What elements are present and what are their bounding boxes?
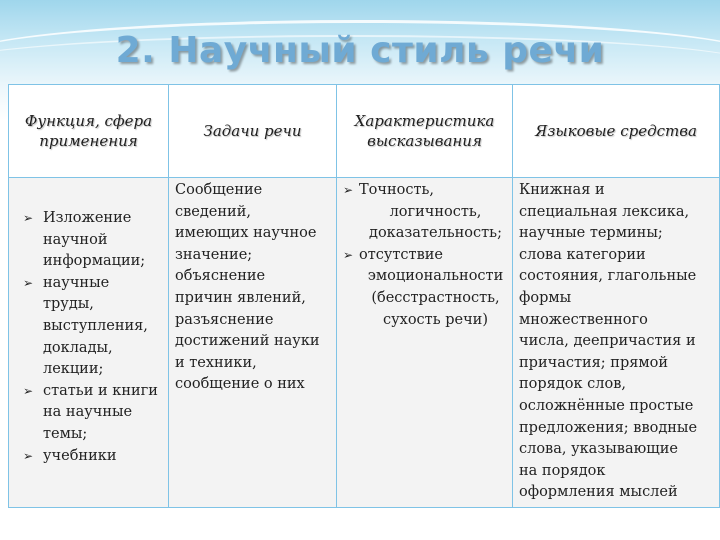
list-line: выступления,	[43, 317, 148, 334]
text-line: сообщение о них	[175, 376, 305, 393]
list-item	[23, 446, 168, 468]
header-tasks: Задачи речи	[169, 85, 337, 178]
text-line: и техники,	[175, 354, 257, 371]
tasks-cell	[169, 178, 337, 508]
list-line: труды,	[43, 296, 94, 313]
text-line: предложения; вводные	[519, 419, 698, 436]
text-line: Книжная и	[519, 182, 605, 198]
text-line: оформления мыслей	[519, 484, 678, 501]
text-line: порядок слов,	[519, 376, 626, 393]
text-line: значение;	[175, 246, 253, 263]
list-line: на научные	[43, 404, 133, 421]
text-line: числа, деепричастия и	[519, 333, 696, 350]
list-item	[23, 208, 168, 273]
list-line: лекции;	[43, 361, 104, 378]
list-line: научные	[43, 274, 110, 291]
table-row	[9, 178, 720, 508]
list-item	[23, 381, 168, 446]
list-line: Точность,	[359, 182, 435, 198]
header-characteristics: Характеристика высказывания	[337, 85, 513, 178]
characteristics-cell	[337, 178, 513, 508]
text-line: специальная лексика,	[519, 203, 690, 220]
text-line: научные термины;	[519, 225, 663, 242]
text-line: множественного	[519, 311, 648, 328]
list-item	[23, 273, 168, 381]
text-line: разъяснение	[175, 311, 274, 328]
text-line: сведений,	[175, 203, 251, 220]
list-line: эмоциональности	[367, 268, 504, 285]
table-header-row	[9, 85, 720, 178]
text-line: осложнённые простые	[519, 397, 694, 414]
functions-list	[23, 208, 168, 467]
text-line: причин явлений,	[175, 289, 306, 306]
arrowhead-bullet-icon: ➢	[343, 183, 354, 197]
text-line: имеющих научное	[175, 225, 317, 242]
text-line: на порядок	[519, 462, 606, 479]
arrowhead-bullet-icon: ➢	[23, 383, 34, 398]
text-line: состояния, глагольные	[519, 268, 697, 285]
list-line: доклады,	[43, 339, 113, 356]
list-line: сухость речи)	[383, 311, 488, 328]
list-line: информации;	[43, 253, 146, 270]
header-means: Языковые средства	[513, 85, 720, 178]
list-item	[343, 180, 512, 245]
text-line: объяснение	[175, 268, 266, 285]
text-line: достижений науки	[175, 333, 320, 350]
list-line: логичность,	[389, 203, 482, 220]
list-line: темы;	[43, 425, 88, 442]
text-line: формы	[519, 289, 572, 306]
list-line: Изложение	[43, 210, 132, 226]
list-line: научной	[43, 231, 108, 248]
arrowhead-bullet-icon: ➢	[23, 448, 34, 463]
list-line: отсутствие	[359, 246, 443, 263]
arrowhead-bullet-icon: ➢	[343, 247, 354, 262]
list-line: доказательность;	[369, 225, 502, 242]
header-function: Функция, сфера применения	[9, 85, 169, 178]
text-line: причастия; прямой	[519, 354, 669, 371]
list-line: (бесстрастность,	[371, 289, 500, 306]
arrowhead-bullet-icon: ➢	[23, 275, 34, 290]
content-table	[8, 84, 720, 508]
functions-cell	[9, 178, 169, 508]
characteristics-list	[343, 180, 512, 331]
means-cell	[513, 178, 720, 508]
slide-title: 2. Научный стиль речи	[115, 30, 605, 71]
list-item	[343, 245, 512, 331]
text-line: слова категории	[519, 246, 646, 263]
text-line: слова, указывающие	[519, 441, 678, 458]
text-line: Сообщение	[175, 182, 263, 198]
arrowhead-bullet-icon: ➢	[23, 211, 34, 225]
list-line: статьи и книги	[43, 382, 158, 399]
list-line: учебники	[43, 447, 117, 464]
